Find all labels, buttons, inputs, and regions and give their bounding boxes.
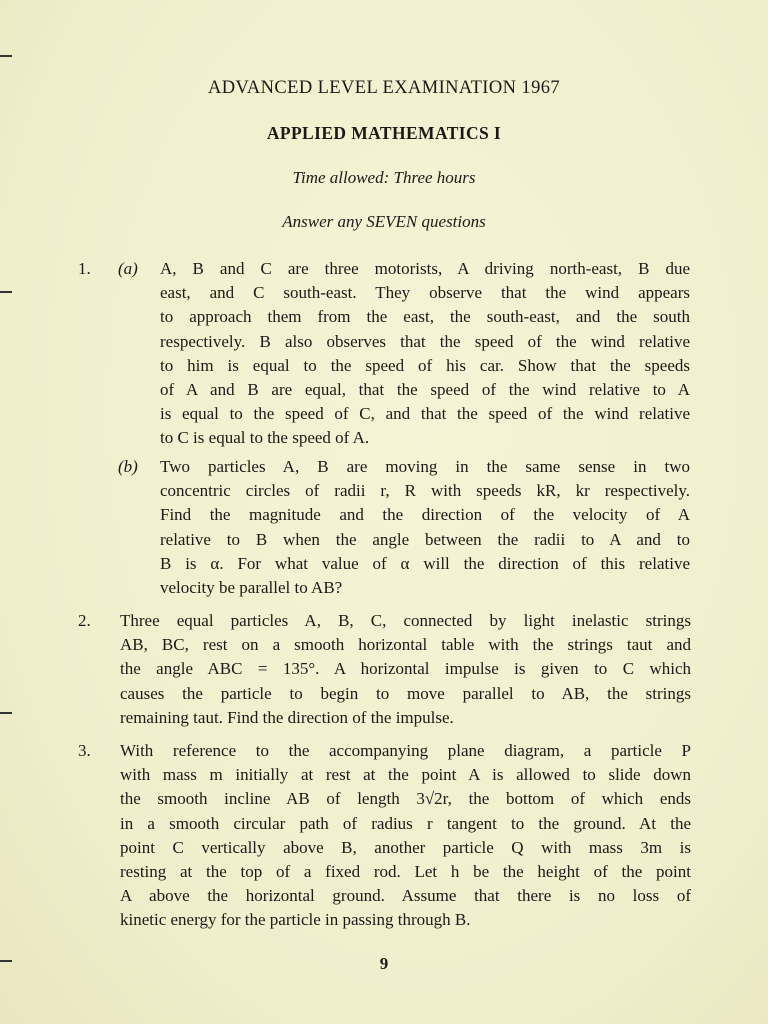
text-line: to C is equal to the speed of A. [160,428,370,448]
text-line: to him is equal to the speed of his car. Show that the speeds [160,355,690,375]
text-line: respectively. B also observes that the speed of the wind relative [160,331,690,351]
text-line: A, B and C are three motorists, A driving north-east, B due [160,259,690,278]
text-line: concentric circles of radii r, R with speeds kR, kr respectively. [160,481,690,501]
text-line: causes the particle to begin to move parallel to AB, the strings [120,683,691,703]
question-part-label: (a) [118,259,138,278]
text-line: velocity be parallel to AB? [160,578,343,598]
text-line: to approach them from the east, the south-east, and the south [160,307,690,327]
time-allowed: Time allowed: Three hours [292,168,476,187]
text-line: east, and C south-east. They observe that the wind appears [160,283,690,303]
question-part-text [160,257,690,451]
text-line: Three equal particles A, B, C, connected by light inelastic strings [120,611,691,630]
text-line: AB, BC, rest on a smooth horizontal table with the strings taut and [120,635,691,655]
text-line: of A and B are equal, that the speed of the wind relative to A [160,380,690,400]
text-line: is equal to the speed of C, and that the speed of the wind relative [160,404,690,424]
question-part-text [160,455,690,600]
margin-mark [0,291,12,293]
text-line: in a smooth circular path of radius r tangent to the ground. At the [120,813,691,833]
answer-instructions: Answer any SEVEN questions [282,212,486,231]
margin-mark [0,712,12,714]
margin-mark [0,55,12,57]
question-number: 2. [78,611,91,630]
text-line: relative to B when the angle between the radii to A and to [160,529,690,549]
subject-title: APPLIED MATHEMATICS I [266,123,502,143]
text-line: the angle ABC = 135°. A horizontal impulse is given to C which [120,659,691,679]
text-line: the smooth incline AB of length 3√2r, the bottom of which ends [120,789,691,809]
text-line: B is α. For what value of α will the direction of this relative [160,553,690,573]
text-line: resting at the top of a fixed rod. Let h be the height of the point [120,862,691,882]
question-number: 3. [78,741,91,760]
question-number: 1. [78,259,91,278]
text-line: with mass m initially at rest at the point A is allowed to slide down [120,765,691,785]
text-line: remaining taut. Find the direction of the impulse. [120,707,454,727]
page-number: 9 [379,954,389,973]
question-text [120,739,691,933]
question-text [120,609,691,730]
text-line: Two particles A, B are moving in the same sense in two [160,457,690,476]
text-line: A above the horizontal ground. Assume that there is no loss of [120,886,691,906]
text-line: With reference to the accompanying plane diagram, a particle P [120,741,691,760]
exam-title: ADVANCED LEVEL EXAMINATION 1967 [207,78,561,98]
question-part-label: (b) [118,457,138,476]
text-line: kinetic energy for the particle in passing through B. [120,910,471,930]
text-line: Find the magnitude and the direction of the velocity of A [160,505,690,525]
text-line: point C vertically above B, another particle Q with mass 3m is [120,837,691,857]
